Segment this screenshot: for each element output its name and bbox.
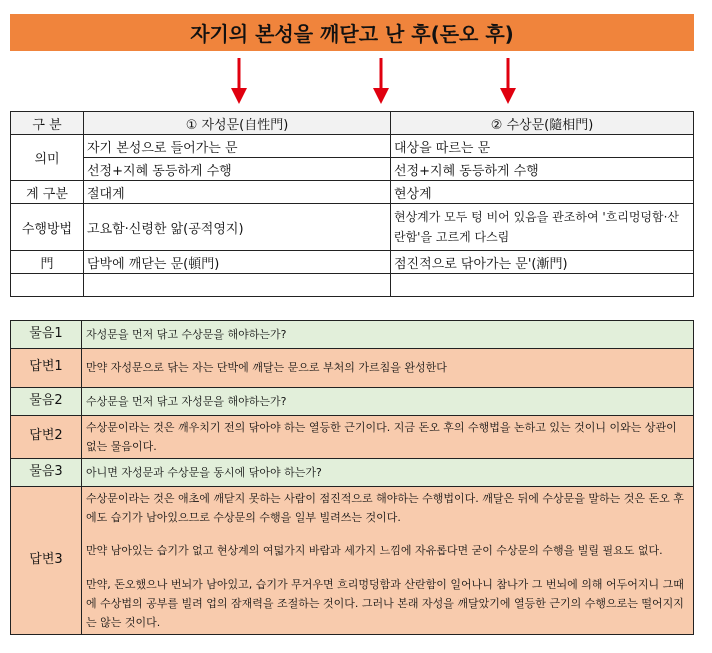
meaning-col1: 자기 본성으로 들어가는 문 bbox=[84, 135, 391, 158]
qa-text: 자성문을 먼저 닦고 수상문을 해야하는가? bbox=[82, 321, 694, 349]
down-arrow-icon bbox=[370, 58, 392, 108]
qa-label: 답변3 bbox=[11, 486, 82, 635]
down-arrow-icon bbox=[228, 58, 250, 108]
qa-label: 물음1 bbox=[11, 321, 82, 349]
qa-row-question bbox=[11, 387, 694, 415]
header-col1: ① 자성문(自性門) bbox=[84, 112, 391, 135]
table-header-row bbox=[11, 112, 694, 135]
meaning-col1: 선정+지혜 동등하게 수행 bbox=[84, 158, 391, 181]
qa-row-answer bbox=[11, 486, 694, 635]
qa-label: 물음3 bbox=[11, 459, 82, 487]
header-col2: ② 수상문(隨相門) bbox=[391, 112, 694, 135]
qa-row-question bbox=[11, 321, 694, 349]
table-row bbox=[11, 204, 694, 251]
down-arrow-icon bbox=[497, 58, 519, 108]
gate-col2: 점진적으로 닦아가는 문'(漸門) bbox=[391, 251, 694, 274]
meaning-col2: 대상을 따르는 문 bbox=[391, 135, 694, 158]
realm-col2: 현상계 bbox=[391, 181, 694, 204]
realm-label: 계 구분 bbox=[11, 181, 84, 204]
practice-col1: 고요함·신령한 앎(공적영지) bbox=[84, 204, 391, 251]
header-category: 구 분 bbox=[11, 112, 84, 135]
qa-text: 만약 자성문으로 닦는 자는 단박에 깨달는 문으로 부처의 가르침을 완성한다 bbox=[82, 348, 694, 387]
empty-cell bbox=[391, 274, 694, 297]
practice-col2: 현상계가 모두 텅 비어 있음을 관조하여 '흐리멍덩함·산란함'을 고르게 다스림 bbox=[391, 204, 694, 251]
qa-label: 물음2 bbox=[11, 387, 82, 415]
answer-paragraph: 만약 남아있는 습기가 없고 현상계의 여덟가지 바람과 세가지 느낌에 자유롭다면 굳이 수상문의 수행을 빌릴 필요도 없다. bbox=[86, 544, 663, 558]
qa-text: 아니면 자성문과 수상문을 동시에 닦아야 하는가? bbox=[82, 459, 694, 487]
empty-cell bbox=[11, 274, 84, 297]
table-row bbox=[11, 158, 694, 181]
qa-row-answer bbox=[11, 415, 694, 459]
qa-text bbox=[82, 486, 694, 635]
table-row-empty bbox=[11, 274, 694, 297]
qa-text: 수상문이라는 것은 깨우치기 전의 닦아야 하는 열등한 근기이다. 지금 돈오 후의 수행법을 논하고 있는 것이니 이와는 상관이 없는 물음이다. bbox=[82, 415, 694, 459]
qa-label: 답변2 bbox=[11, 415, 82, 459]
answer-paragraph: 수상문이라는 것은 애초에 깨닫지 못하는 사람이 점진적으로 해야하는 수행법이다. 깨달은 뒤에 수상문을 말하는 것은 돈오 후에도 습기가 남아있으므로 수상문의 수행을 일부 빌려쓰는 것이다. bbox=[86, 491, 684, 524]
answer-paragraph: 만약, 돈오했으나 번뇌가 남아있고, 습기가 무거우면 흐리멍덩함과 산란함이 일어나니 참나가 그 번뇌에 의해 어두어지니 그때에 수상법의 공부를 빌려 업의 잠재력을 조절하는 것이다. 그러나 본래 자성을 깨달았기에 열등한 근기의 수행으로는 떨어지지는 않는 것이다. bbox=[86, 577, 684, 629]
page-title: 자기의 본성을 깨닫고 난 후(돈오 후) bbox=[10, 14, 694, 51]
gate-label: 門 bbox=[11, 251, 84, 274]
table-row bbox=[11, 251, 694, 274]
empty-cell bbox=[84, 274, 391, 297]
qa-text: 수상문을 먼저 닦고 자성문을 해야하는가? bbox=[82, 387, 694, 415]
practice-label: 수행방법 bbox=[11, 204, 84, 251]
gate-col1: 담박에 깨닫는 문(頓門) bbox=[84, 251, 391, 274]
comparison-table bbox=[10, 111, 694, 297]
table-row bbox=[11, 181, 694, 204]
qa-table bbox=[10, 320, 694, 635]
meaning-label: 의미 bbox=[11, 135, 84, 181]
qa-label: 답변1 bbox=[11, 348, 82, 387]
meaning-col2: 선정+지혜 동등하게 수행 bbox=[391, 158, 694, 181]
qa-row-question bbox=[11, 459, 694, 487]
realm-col1: 절대계 bbox=[84, 181, 391, 204]
qa-row-answer bbox=[11, 348, 694, 387]
table-row bbox=[11, 135, 694, 158]
